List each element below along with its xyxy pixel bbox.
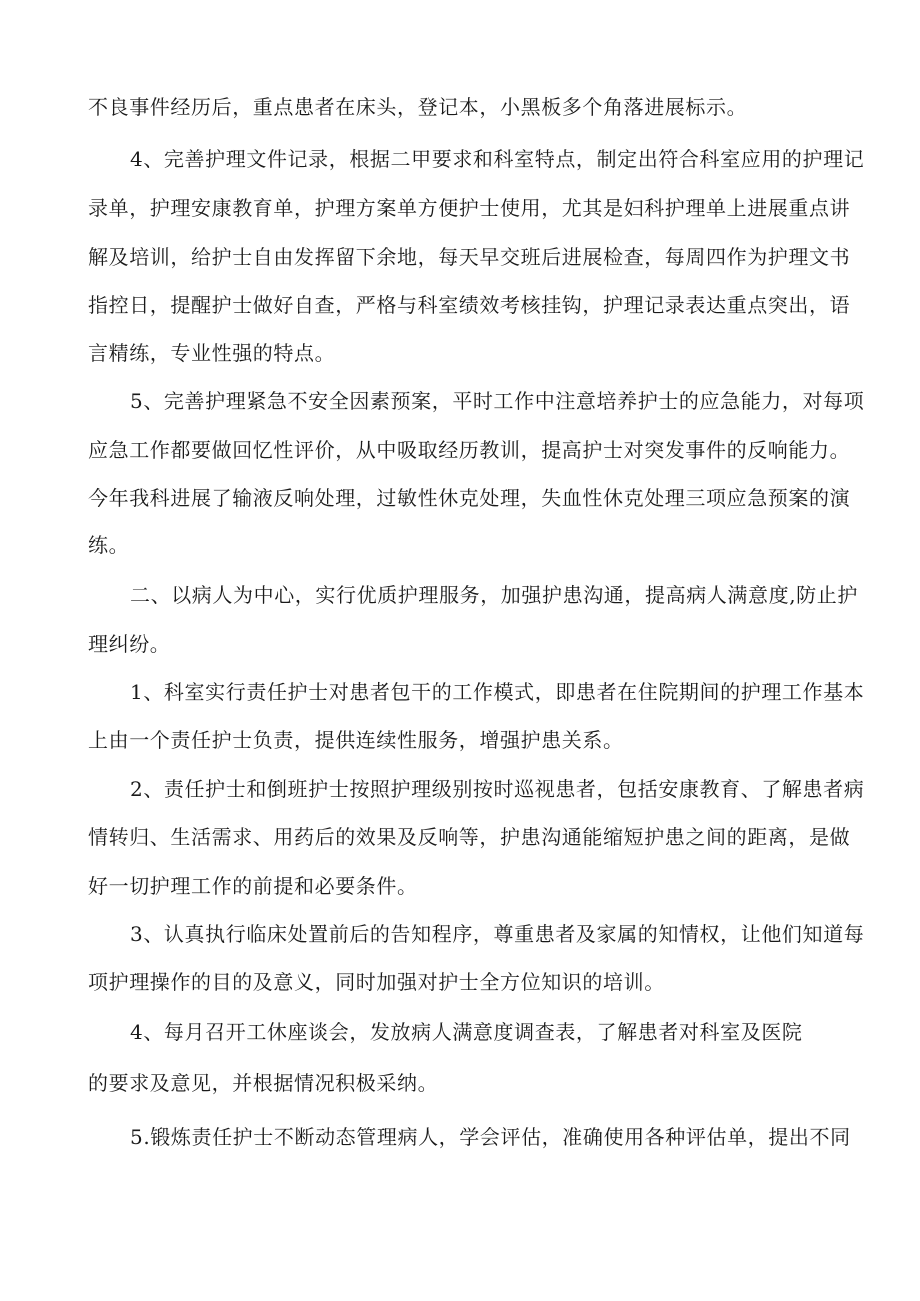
text-line: 理纠纷。: [88, 632, 171, 656]
text-line: 应急工作都要做回忆性评价，从中吸取经历教训，提高护士对突发事件的反响能力。: [88, 438, 851, 462]
text-line: 4、完善护理文件记录，根据二甲要求和科室特点，制定出符合科室应用的护理记: [130, 147, 865, 171]
text-line: 的要求及意见，并根据情况积极采纳。: [88, 1071, 439, 1095]
text-line: 今年我科进展了输液反响处理，过敏性休克处理，失血性休克处理三项应急预案的演: [88, 486, 851, 510]
text-line: 解及培训，给护士自由发挥留下余地，每天早交班后进展检查，每周四作为护理文书: [88, 245, 851, 269]
text-line: 4、每月召开工休座谈会，发放病人满意度调查表，了解患者对科室及医院: [130, 1020, 803, 1044]
text-line: 情转归、生活需求、用药后的效果及反响等，护患沟通能缩短护患之间的距离，是做: [88, 825, 851, 849]
text-line: 2、责任护士和倒班护士按照护理级别按时巡视患者，包括安康教育、了解患者病: [130, 777, 865, 801]
text-line: 5、完善护理紧急不安全因素预案，平时工作中注意培养护士的应急能力，对每项: [130, 389, 865, 413]
text-line: 项护理操作的目的及意义，同时加强对护士全方位知识的培训。: [88, 970, 665, 994]
text-line: 3、认真执行临床处置前后的告知程序，尊重患者及家属的知情权，让他们知道每: [130, 922, 865, 946]
text-line: 言精练，专业性强的特点。: [88, 341, 336, 365]
text-line: 练。: [88, 533, 130, 557]
text-line: 指控日，提醒护士做好自查，严格与科室绩效考核挂钩，护理记录表达重点突出，语: [88, 293, 851, 317]
text-line: 好一切护理工作的前提和必要条件。: [88, 874, 418, 898]
text-line: 5.锻炼责任护士不断动态管理病人，学会评估，准确使用各种评估单，提出不同: [130, 1125, 851, 1149]
text-line: 录单，护理安康教育单，护理方案单方便护士使用，尤其是妇科护理单上进展重点讲: [88, 196, 851, 220]
text-line: 不良事件经历后，重点患者在床头，登记本，小黑板多个角落进展标示。: [88, 95, 748, 119]
text-line: 二、以病人为中心，实行优质护理服务，加强护患沟通，提高病人满意度,防止护: [130, 583, 858, 607]
text-line: 上由一个责任护士负责，提供连续性服务，增强护患关系。: [88, 728, 624, 752]
text-line: 1、科室实行责任护士对患者包干的工作模式，即患者在住院期间的护理工作基本: [130, 680, 865, 704]
